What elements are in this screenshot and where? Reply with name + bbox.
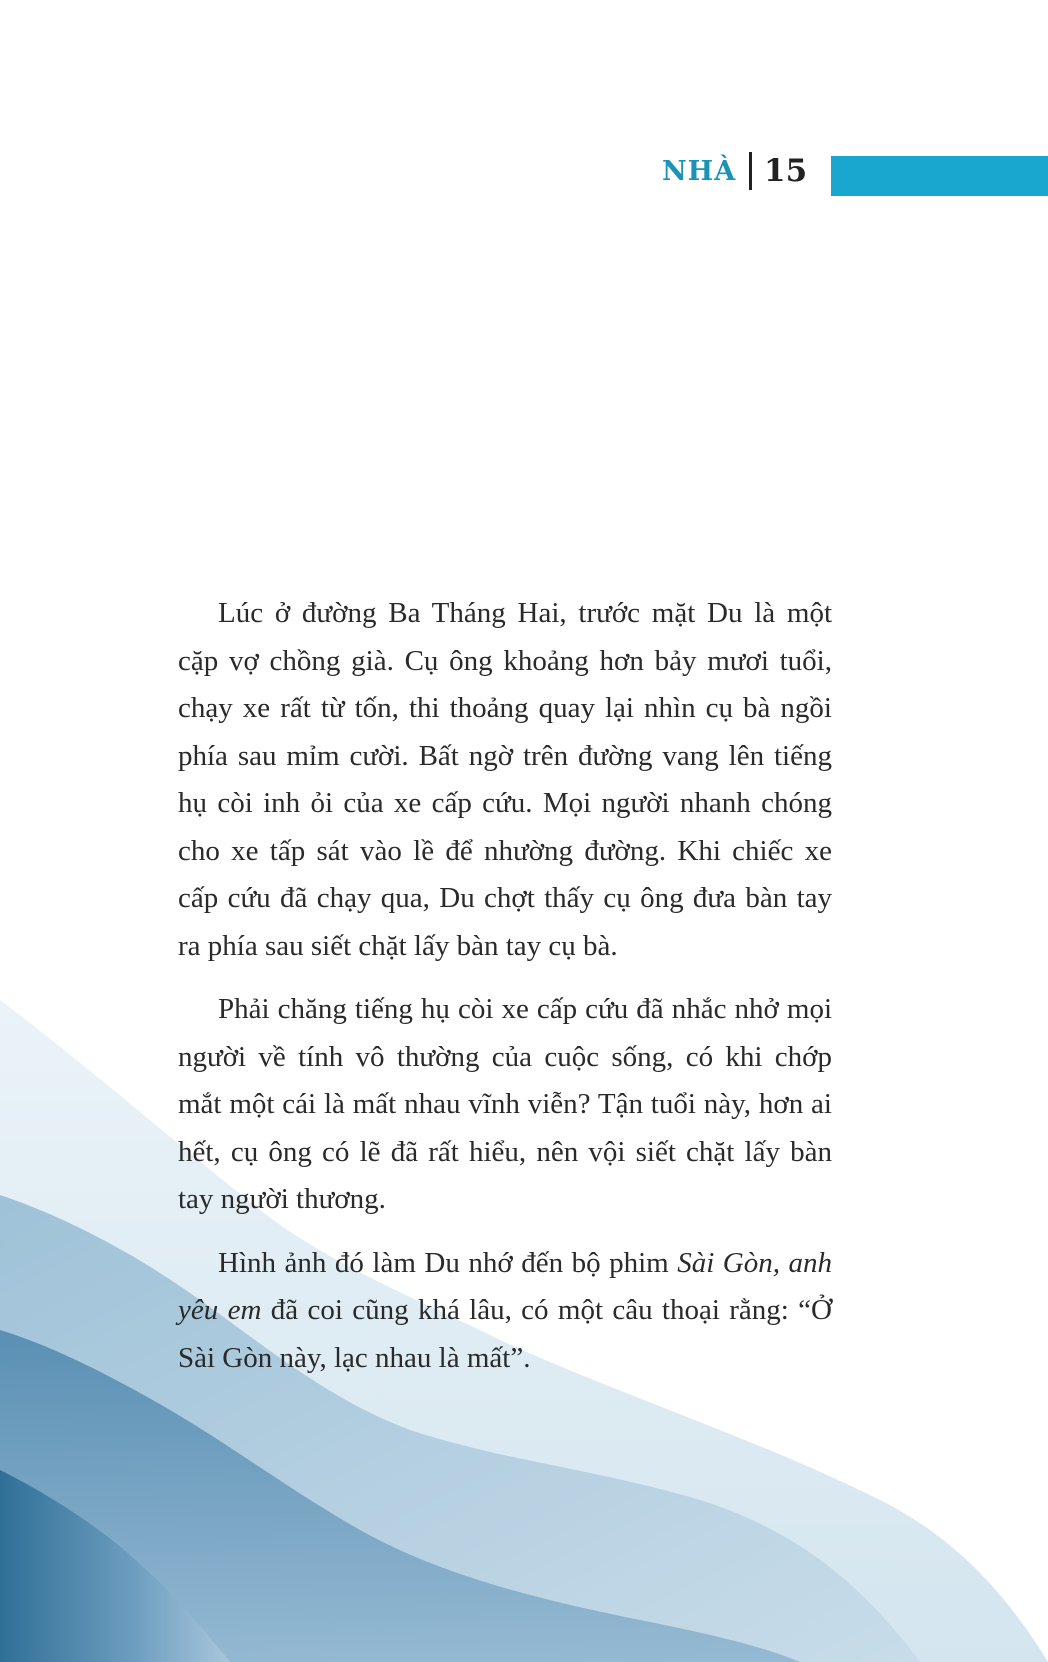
page-number: 15 [764, 153, 808, 189]
paragraph-3 [178, 1240, 832, 1383]
paragraph-1: Lúc ở đường Ba Tháng Hai, trước mặt Du là một cặp vợ chồng già. Cụ ông khoảng hơn bảy mươi tuổi, chạy xe rất từ tốn, thi thoảng quay lại nhìn cụ bà ngồi phía sau mỉm cười. Bất ngờ trên đường vang lên tiếng hụ còi inh ỏi của xe cấp cứu. Mọi người nhanh chóng cho xe tấp sát vào lề để nhường đường. Khi chiếc xe cấp cứu đã chạy qua, Du chợt thấy cụ ông đưa bàn tay ra phía sau siết chặt lấy bàn tay cụ bà. [178, 597, 832, 962]
paragraph-3-text-before: Hình ảnh đó làm Du nhớ đến bộ phim [218, 1246, 678, 1279]
film-title: Sài Gòn, anh yêu em [178, 1246, 833, 1326]
body-text [178, 590, 832, 1398]
paragraph-2: Phải chăng tiếng hụ còi xe cấp cứu đã nhắc nhở mọi người về tính vô thường của cuộc sống, có khi chớp mắt một cái là mất nhau vĩnh viễn? Tận tuổi này, hơn ai hết, cụ ông có lẽ đã rất hiểu, nên vội siết chặt lấy bàn tay người thương. [178, 993, 832, 1215]
header-divider [749, 152, 752, 190]
chapter-title: NHÀ [662, 156, 737, 187]
header-accent-bar [831, 156, 1048, 196]
running-header [0, 150, 1048, 200]
paragraph-3-text-after: đã coi cũng khá lâu, có một câu thoại rằng: “Ở Sài Gòn này, lạc nhau là mất”. [178, 1294, 832, 1374]
